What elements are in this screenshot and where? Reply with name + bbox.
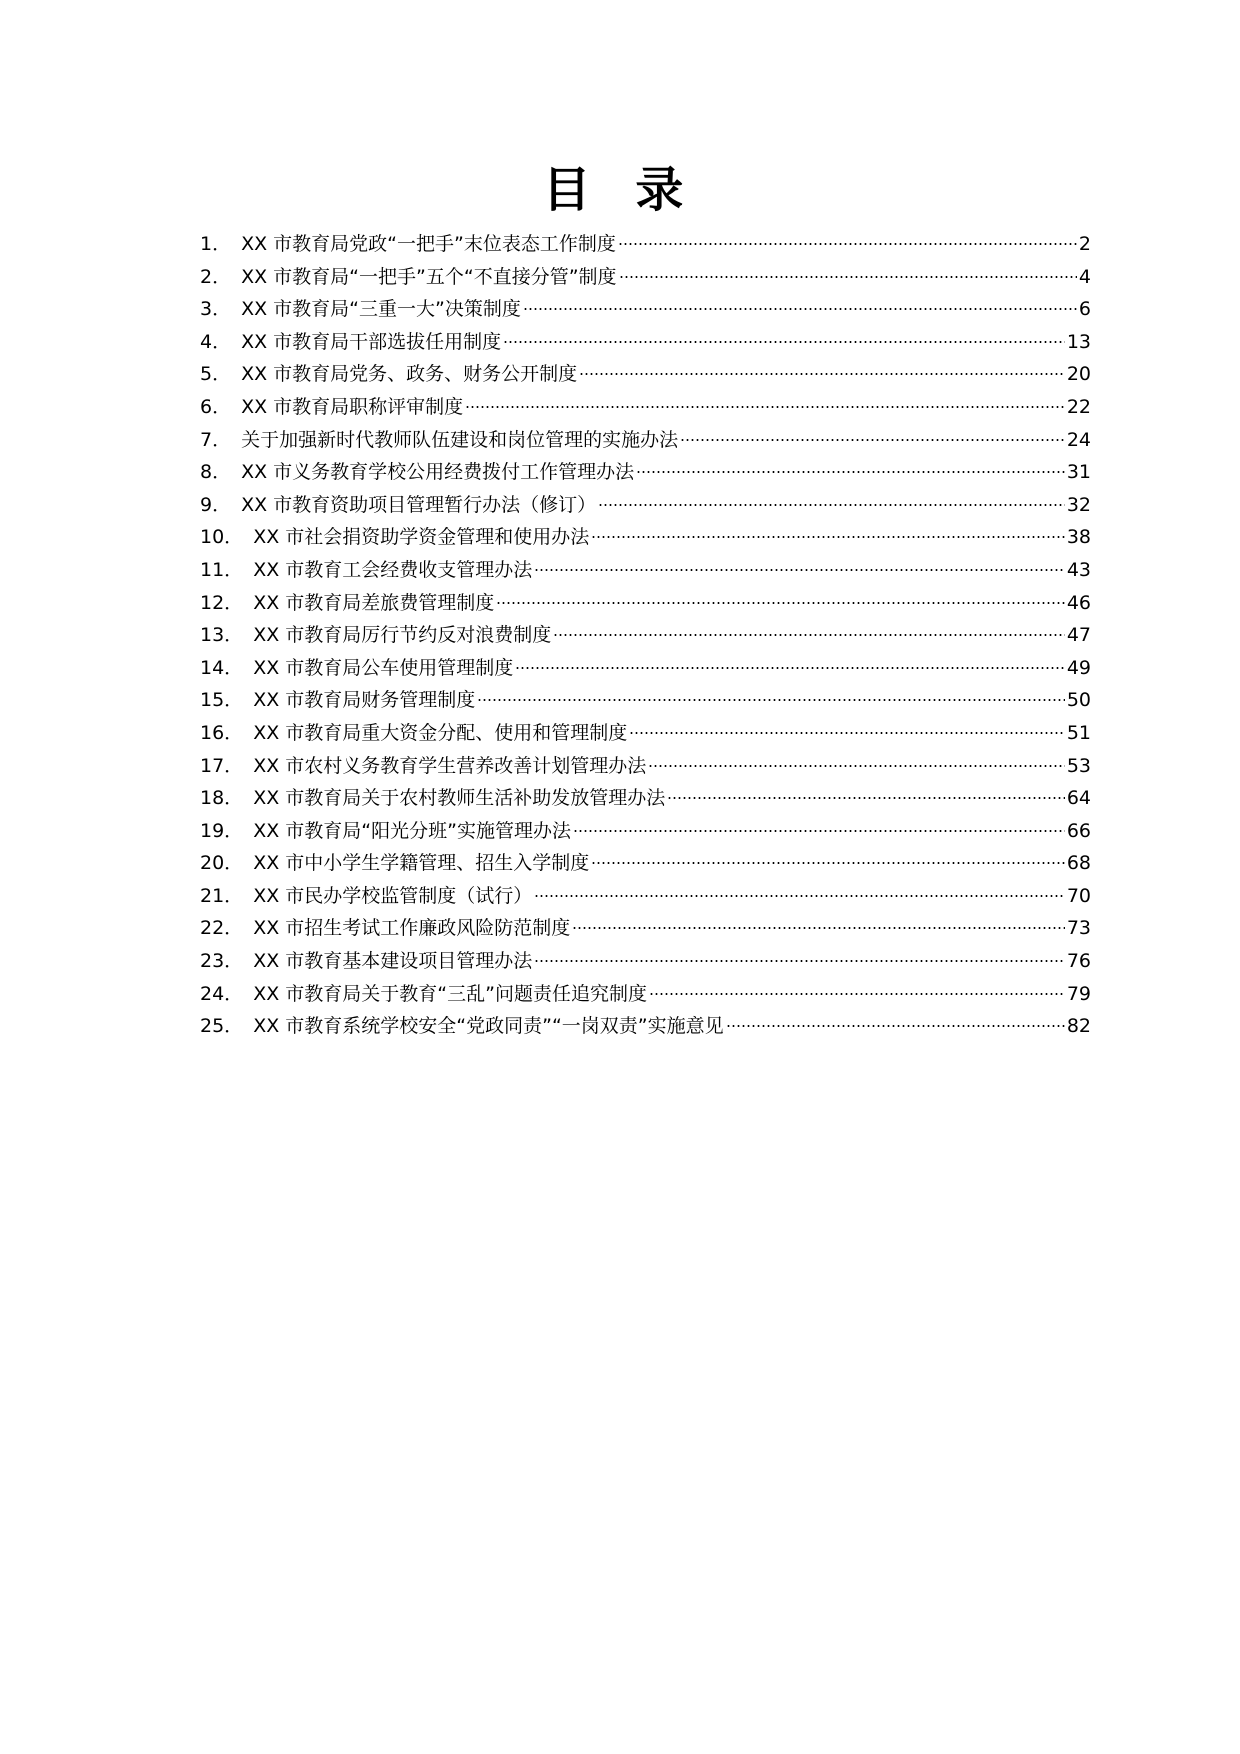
toc-list [200, 228, 1091, 1043]
toc-entry-title: XX 市教育局财务管理制度 [253, 689, 476, 712]
toc-entry[interactable] [200, 847, 1091, 880]
toc-entry-page: 76 [1066, 950, 1091, 973]
toc-entry[interactable] [200, 391, 1091, 424]
toc-entry-title: XX 市教育系统学校安全“党政同责”“一岗双责”实施意见 [253, 1015, 724, 1038]
toc-entry-number: 1． [200, 233, 232, 255]
toc-entry-page: 2 [1078, 233, 1091, 255]
toc-entry[interactable] [200, 424, 1091, 457]
toc-entry-page: 13 [1066, 330, 1091, 353]
toc-entry[interactable] [200, 228, 1091, 261]
toc-entry-title: XX 市教育局“一把手”五个“不直接分管”制度 [241, 265, 617, 288]
toc-leader-dots [465, 406, 1065, 408]
toc-leader-dots [591, 862, 1065, 864]
toc-title: 目 录 [542, 162, 698, 218]
toc-entry-page: 73 [1066, 917, 1091, 940]
toc-leader-dots [534, 895, 1065, 897]
toc-entry-page: 22 [1066, 395, 1091, 418]
toc-entry-number: 23． [200, 950, 244, 973]
toc-entry[interactable] [200, 521, 1091, 554]
toc-entry-page: 51 [1066, 721, 1091, 744]
toc-entry-number: 9． [200, 493, 232, 516]
toc-entry-number: 10． [200, 526, 244, 549]
toc-leader-dots [515, 667, 1065, 669]
toc-entry-title: XX 市教育局重大资金分配、使用和管理制度 [253, 721, 628, 744]
toc-entry[interactable] [200, 1010, 1091, 1043]
toc-entry-number: 17． [200, 754, 244, 777]
toc-entry[interactable] [200, 358, 1091, 391]
toc-entry-title: XX 市教育局公车使用管理制度 [253, 656, 514, 679]
toc-entry[interactable] [200, 619, 1091, 652]
toc-entry-title: XX 市教育局党务、政务、财务公开制度 [241, 363, 578, 386]
toc-entry-number: 6． [200, 395, 232, 418]
toc-entry[interactable] [200, 456, 1091, 489]
toc-leader-dots [534, 960, 1065, 962]
toc-entry-page: 68 [1066, 852, 1091, 875]
toc-leader-dots [477, 699, 1065, 701]
toc-entry-title: XX 市教育局“三重一大”决策制度 [241, 298, 521, 321]
toc-leader-dots [496, 602, 1065, 604]
toc-entry[interactable] [200, 684, 1091, 717]
toc-entry-page: 32 [1066, 493, 1091, 516]
toc-entry-page: 53 [1066, 754, 1091, 777]
toc-leader-dots [649, 993, 1065, 995]
toc-leader-dots [598, 504, 1065, 506]
toc-entry-title: XX 市教育局职称评审制度 [241, 395, 464, 418]
toc-entry-page: 64 [1066, 787, 1091, 810]
toc-entry-title: XX 市教育工会经费收支管理办法 [253, 558, 533, 581]
toc-entry[interactable] [200, 554, 1091, 587]
toc-leader-dots [726, 1025, 1065, 1027]
toc-entry-number: 14． [200, 656, 244, 679]
toc-entry[interactable] [200, 880, 1091, 913]
toc-leader-dots [503, 341, 1065, 343]
toc-entry-title: XX 市教育局关于农村教师生活补助发放管理办法 [253, 787, 666, 810]
toc-entry-number: 16． [200, 721, 244, 744]
toc-entry-number: 13． [200, 624, 244, 647]
toc-entry[interactable] [200, 652, 1091, 685]
toc-leader-dots [619, 276, 1077, 278]
toc-entry-title: XX 市教育局干部选拔任用制度 [241, 330, 502, 353]
toc-entry-number: 24． [200, 982, 244, 1005]
toc-leader-dots [534, 569, 1065, 571]
toc-leader-dots [553, 634, 1065, 636]
toc-leader-dots [680, 439, 1065, 441]
toc-entry-page: 43 [1066, 558, 1091, 581]
toc-leader-dots [591, 536, 1065, 538]
toc-entry[interactable] [200, 587, 1091, 620]
toc-leader-dots [629, 732, 1065, 734]
toc-entry-title: XX 市农村义务教育学生营养改善计划管理办法 [253, 754, 647, 777]
toc-entry-number: 20． [200, 852, 244, 875]
toc-entry-page: 66 [1066, 819, 1091, 842]
toc-leader-dots [618, 243, 1077, 245]
toc-entry[interactable] [200, 912, 1091, 945]
toc-entry-title: XX 市教育局差旅费管理制度 [253, 591, 495, 614]
toc-entry-page: 82 [1066, 1015, 1091, 1038]
toc-entry-number: 12． [200, 591, 244, 614]
toc-entry-number: 15． [200, 689, 244, 712]
toc-entry[interactable] [200, 782, 1091, 815]
toc-entry[interactable] [200, 293, 1091, 326]
toc-entry-number: 3． [200, 298, 232, 321]
toc-entry-title: XX 市教育局党政“一把手”末位表态工作制度 [241, 233, 616, 255]
toc-entry-title: XX 市义务教育学校公用经费拨付工作管理办法 [241, 461, 635, 484]
toc-leader-dots [523, 308, 1077, 310]
toc-leader-dots [572, 927, 1065, 929]
toc-entry-number: 21． [200, 884, 244, 907]
toc-entry-title: 关于加强新时代教师队伍建设和岗位管理的实施办法 [241, 428, 679, 451]
toc-entry-page: 46 [1066, 591, 1091, 614]
toc-leader-dots [579, 373, 1065, 375]
toc-leader-dots [573, 830, 1065, 832]
toc-entry-number: 4． [200, 330, 232, 353]
toc-entry[interactable] [200, 815, 1091, 848]
toc-entry-title: XX 市教育局关于教育“三乱”问题责任追究制度 [253, 982, 647, 1005]
toc-entry-title: XX 市社会捐资助学资金管理和使用办法 [253, 526, 590, 549]
toc-entry-title: XX 市教育局“阳光分班”实施管理办法 [253, 819, 571, 842]
toc-entry-page: 4 [1078, 265, 1091, 288]
toc-entry-page: 31 [1066, 461, 1091, 484]
toc-leader-dots [636, 471, 1065, 473]
toc-entry-number: 2． [200, 265, 232, 288]
toc-entry-number: 19． [200, 819, 244, 842]
toc-entry[interactable] [200, 750, 1091, 783]
toc-entry-page: 6 [1078, 298, 1091, 321]
toc-entry-number: 22． [200, 917, 244, 940]
toc-entry-page: 20 [1066, 363, 1091, 386]
toc-entry-page: 79 [1066, 982, 1091, 1005]
toc-entry-title: XX 市民办学校监管制度（试行） [253, 884, 533, 907]
toc-entry-title: XX 市中小学生学籍管理、招生入学制度 [253, 852, 590, 875]
toc-entry[interactable] [200, 945, 1091, 978]
toc-entry-number: 5． [200, 363, 232, 386]
toc-entry-number: 18． [200, 787, 244, 810]
toc-entry[interactable] [200, 978, 1091, 1011]
toc-entry-page: 24 [1066, 428, 1091, 451]
toc-entry-number: 7． [200, 428, 232, 451]
toc-entry-page: 49 [1066, 656, 1091, 679]
toc-entry[interactable] [200, 326, 1091, 359]
toc-entry-number: 11． [200, 558, 244, 581]
toc-entry-title: XX 市教育局厉行节约反对浪费制度 [253, 624, 552, 647]
toc-entry-page: 38 [1066, 526, 1091, 549]
toc-entry-title: XX 市教育资助项目管理暂行办法（修订） [241, 493, 597, 516]
toc-entry-number: 8． [200, 461, 232, 484]
toc-entry[interactable] [200, 489, 1091, 522]
toc-entry[interactable] [200, 261, 1091, 294]
toc-entry-page: 50 [1066, 689, 1091, 712]
toc-entry-title: XX 市教育基本建设项目管理办法 [253, 950, 533, 973]
toc-entry-number: 25． [200, 1015, 244, 1038]
toc-entry-page: 47 [1066, 624, 1091, 647]
toc-entry-page: 70 [1066, 884, 1091, 907]
toc-leader-dots [667, 797, 1065, 799]
toc-entry-title: XX 市招生考试工作廉政风险防范制度 [253, 917, 571, 940]
toc-leader-dots [648, 765, 1065, 767]
toc-entry[interactable] [200, 717, 1091, 750]
